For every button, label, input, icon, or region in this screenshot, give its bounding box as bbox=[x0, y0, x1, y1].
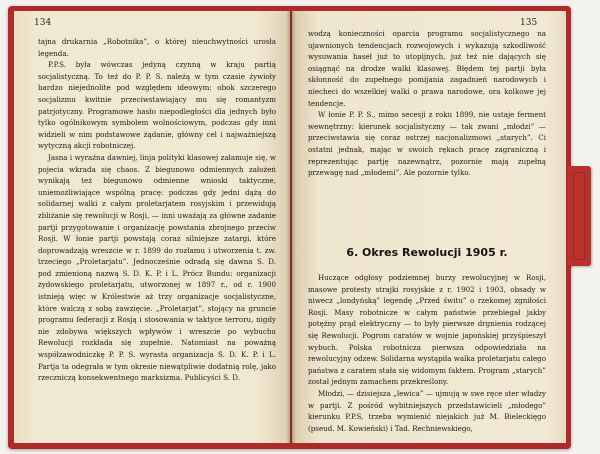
paragraph: P.P.S. była wówczas jedyną czynną w kraju partią socjalistyczną. To też do P. P. S. należą w tym czasie żywioły bardzo niejednolite pod względem ideowym: obok szczerego socjalizmu kwitnie przeciwstawiający mu się romantyzm patrjotyczny. Programowe hasło niepodległości dla jednych było tylko ogólnikowym symbolem wolnościowym, podczas gdy inni widzieli w nim podstawowe żądanie, główny cel i najważniejszą wytyczną akcji robotniczej. bbox=[38, 60, 276, 151]
ribbon-bookmark bbox=[567, 166, 591, 266]
paragraph: wodzą konieczności oparcia programu socjalistycznego na ujawnionych tendencjach rozwojowych i wykazują szkodliwość wysuwania haseł już to utopijnych, już też nie dających się osiągnąć na drodze walki klasowej. Błędem tej partji była skłonność do zupełnego pomijania zagadnień narodowych i niecheci do wszelkiej walki o prawa narodowe, ora kolkowe jej tendencje. bbox=[308, 29, 546, 108]
left-page-text bbox=[38, 36, 276, 384]
paragraph: W łonie P. P. S., mimo secesji z roku 1899, nie ustaje ferment wewnętrzny: kierunek socjalistyczny — tak zwani „młodzi” — przeciwstawia się coraz ostrzej nacjonalizmowi „starych”. Ci ostatni jednak, mając w swoich rękach pracę zagraniczną i reprezentując partję nazewnątrz, pozornie mają zupełną przewagę nad „młodemi”. Ale pozornie tylko. bbox=[308, 110, 546, 178]
left-page-number: 134 bbox=[34, 18, 52, 28]
right-page-text bbox=[308, 28, 546, 179]
paragraph: Jasna i wyraźna dawniej, linja polityki klasowej załamuje się, w pojecia wkrada się chaos. Z biegunowo odmiennych założeń wynikają też biegunowo odmienne wnioski taktyczne, uniemożliwiające wspólną pracę: podczas gdy jedni dążą do solidarnej walki z całym proletarjatem rosyjskim i przewidują zbliżanie się rewolucji w Rosji, — inni uważają za główne zadanie partji przygotowanie i organizację powstania zbrojnego przeciw Rosji. W łonie partji powstają coraz silniejsze zatargi, które doprowadzają wreszcie w r. 1899 do rozłamu i utworzenia t. zw. trzeciego „Proletarjatu”. Jednocześnie odradą się dawna S. D. pod zmienioną nazwą S. D. K. P. i L. Prócz Bundu: organizacji żydowskiego proletarjatu, utworzonej w 1897 r., od r. 1900 istnieją więc w Królestwie aż trzy organizacje socjalistyczne, które walczą z sobą zawzięcie. „Proletarjat”, stojący na gruncie programu federacji z Rosją i stosowania w taktyce terroru, nigdy nie zdobywa większych wpływów i wreszcie po wybuchu Rewolucji rozkłada się zupełnie. Natomiast na poważną współzawodniczkę P. P. S. wyrasta organizacja S. D. K. P. i L. Partja ta odegrała w tym okresie niewątpliwie dodatnią rolę, jako rzeczniczą konsekwentnego marksizma. Publicyści S. D. bbox=[38, 152, 276, 383]
section-heading: 6. Okres Rewolucji 1905 r. bbox=[346, 246, 508, 259]
right-page-number: 135 bbox=[520, 18, 538, 28]
right-page-text-continued bbox=[308, 272, 546, 434]
book-gutter bbox=[286, 11, 296, 443]
paragraph: Huczące odgłosy podziemnej burzy rewolucyjnej w Rosji, masowe protesty strajki rosyjskie z r. 1902 i 1903, obsady w niwecz „londyńską” legendę „Przed świtu” o rzekomej zgniłości Rosji. Masy robotnicze w całym państwie przebiegał jakby potężny prąd elektryczny — to były pierwsze drgnienia rodzącej się Rewolucji. Pogrom caratów w wojnie japońskiej przyśpieszył wybuch. Polska robotnicza pierwsza odpowiedziała na rewolucyjny odzew. Solidarna wystąpiła walka proletarjatu całego państwa z caratem stała się widomym faktem. Program „starych” został jednym zamachem przekreślony. bbox=[308, 273, 546, 387]
paragraph: Młodzi, — dzisiejsza „lewica” — ujmują w swe ręce ster władzy w partji. Z pośród wybitniejszych przedstawicieli „młodego” kierunku P.P.S, trzeba wymienić niejakich już M. Bieleckięgo (pseud. M. Kowieński) i Tad. Rechniewskiego, bbox=[308, 388, 546, 433]
paragraph: tajna drukarnia „Robotnika”, o której nieuchwytności urosła legenda. bbox=[38, 37, 276, 58]
